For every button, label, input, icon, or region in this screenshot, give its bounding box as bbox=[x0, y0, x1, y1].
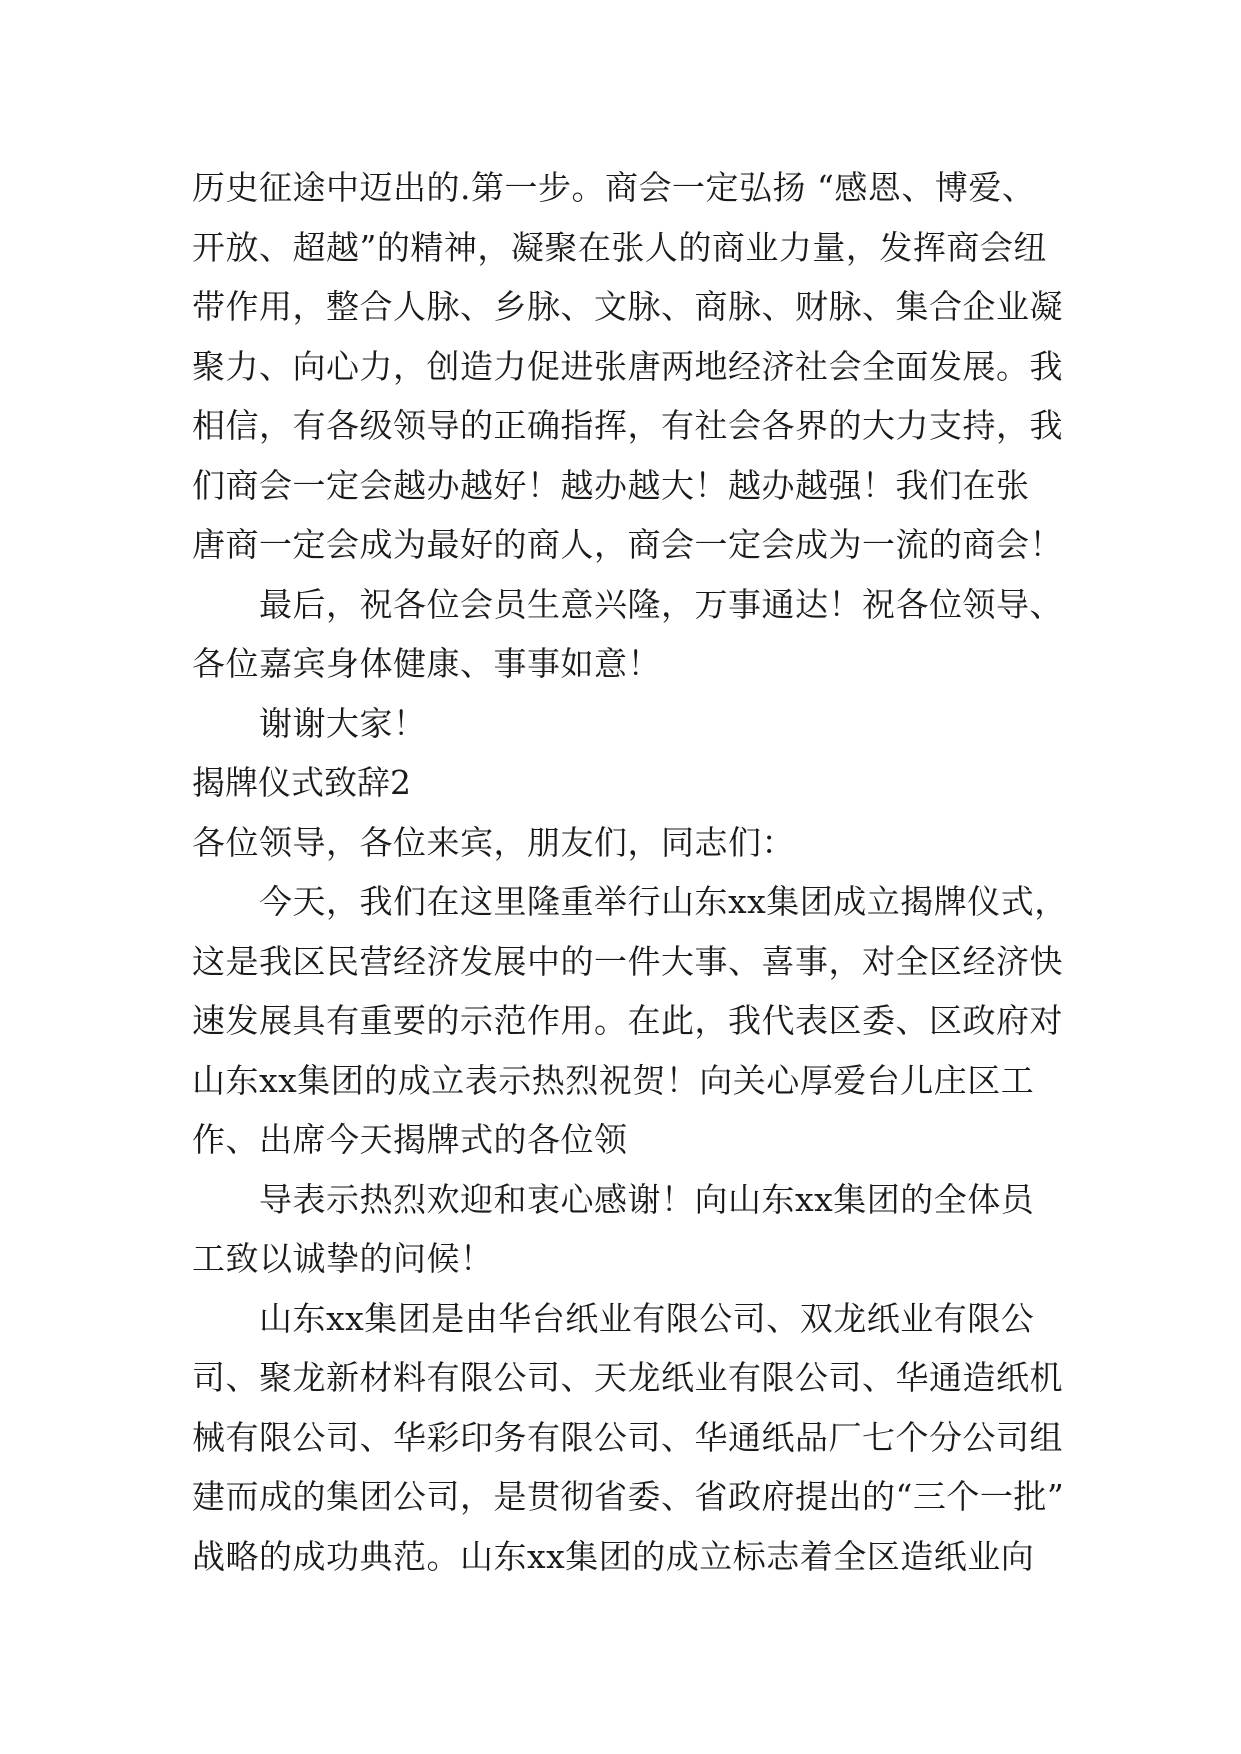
text-line: 司、聚龙新材料有限公司、天龙纸业有限公司、华通造纸机 bbox=[192, 1358, 1063, 1397]
text-line: 速发展具有重要的示范作用。在此，我代表区委、区政府对 bbox=[192, 1001, 1063, 1040]
text-line: 相信，有各级领导的正确指挥，有社会各界的大力支持，我 bbox=[192, 406, 1063, 445]
text-line: 山东xx集团的成立表示热烈祝贺！向关心厚爱台儿庄区工 bbox=[192, 1060, 1035, 1100]
salutation: 各位领导，各位来宾，朋友们，同志们： bbox=[192, 822, 795, 862]
text-line: 带作用，整合人脉、乡脉、文脉、商脉、财脉、集合企业凝 bbox=[192, 287, 1063, 326]
text-line: 械有限公司、华彩印务有限公司、华通纸品厂七个分公司组 bbox=[192, 1417, 1063, 1457]
text-line: 作、出席今天揭牌式的各位领 bbox=[192, 1120, 628, 1159]
text-line: 各位嘉宾身体健康、事事如意！ bbox=[192, 644, 661, 683]
text-line: 聚力、向心力，创造力促进张唐两地经济社会全面发展。我 bbox=[192, 346, 1063, 386]
text-line: 山东xx集团是由华台纸业有限公司、双龙纸业有限公 bbox=[192, 1298, 1035, 1338]
text-line: 唐商一定会成为最好的商人，商会一定会成为一流的商会！ bbox=[192, 525, 1063, 564]
text-line: 历史征途中迈出的.第一步。商会一定弘扬 “感恩、博爱、 bbox=[192, 168, 1036, 207]
text-line: 今天，我们在这里隆重举行山东xx集团成立揭牌仪式， bbox=[192, 882, 1068, 921]
document-body bbox=[192, 158, 1072, 1586]
text-line: 们商会一定会越办越好！越办越大！越办越强！我们在张 bbox=[192, 465, 1030, 505]
text-line: 战略的成功典范。山东xx集团的成立标志着全区造纸业向 bbox=[192, 1536, 1035, 1576]
text-line: 最后，祝各位会员生意兴隆，万事通达！祝各位领导、 bbox=[192, 584, 1063, 624]
text-line: 工致以诚挚的问候！ bbox=[192, 1239, 494, 1278]
text-line: 建而成的集团公司，是贯彻省委、省政府提出的“三个一批” bbox=[192, 1477, 1065, 1516]
section-heading: 揭牌仪式致辞2 bbox=[192, 763, 411, 802]
text-line: 开放、超越”的精神，凝聚在张人的商业力量，发挥商会纽 bbox=[192, 227, 1047, 267]
text-line: 谢谢大家！ bbox=[192, 703, 427, 743]
text-line: 这是我区民营经济发展中的一件大事、喜事，对全区经济快 bbox=[192, 941, 1063, 981]
text-line: 导表示热烈欢迎和衷心感谢！向山东xx集团的全体员 bbox=[192, 1179, 1035, 1219]
